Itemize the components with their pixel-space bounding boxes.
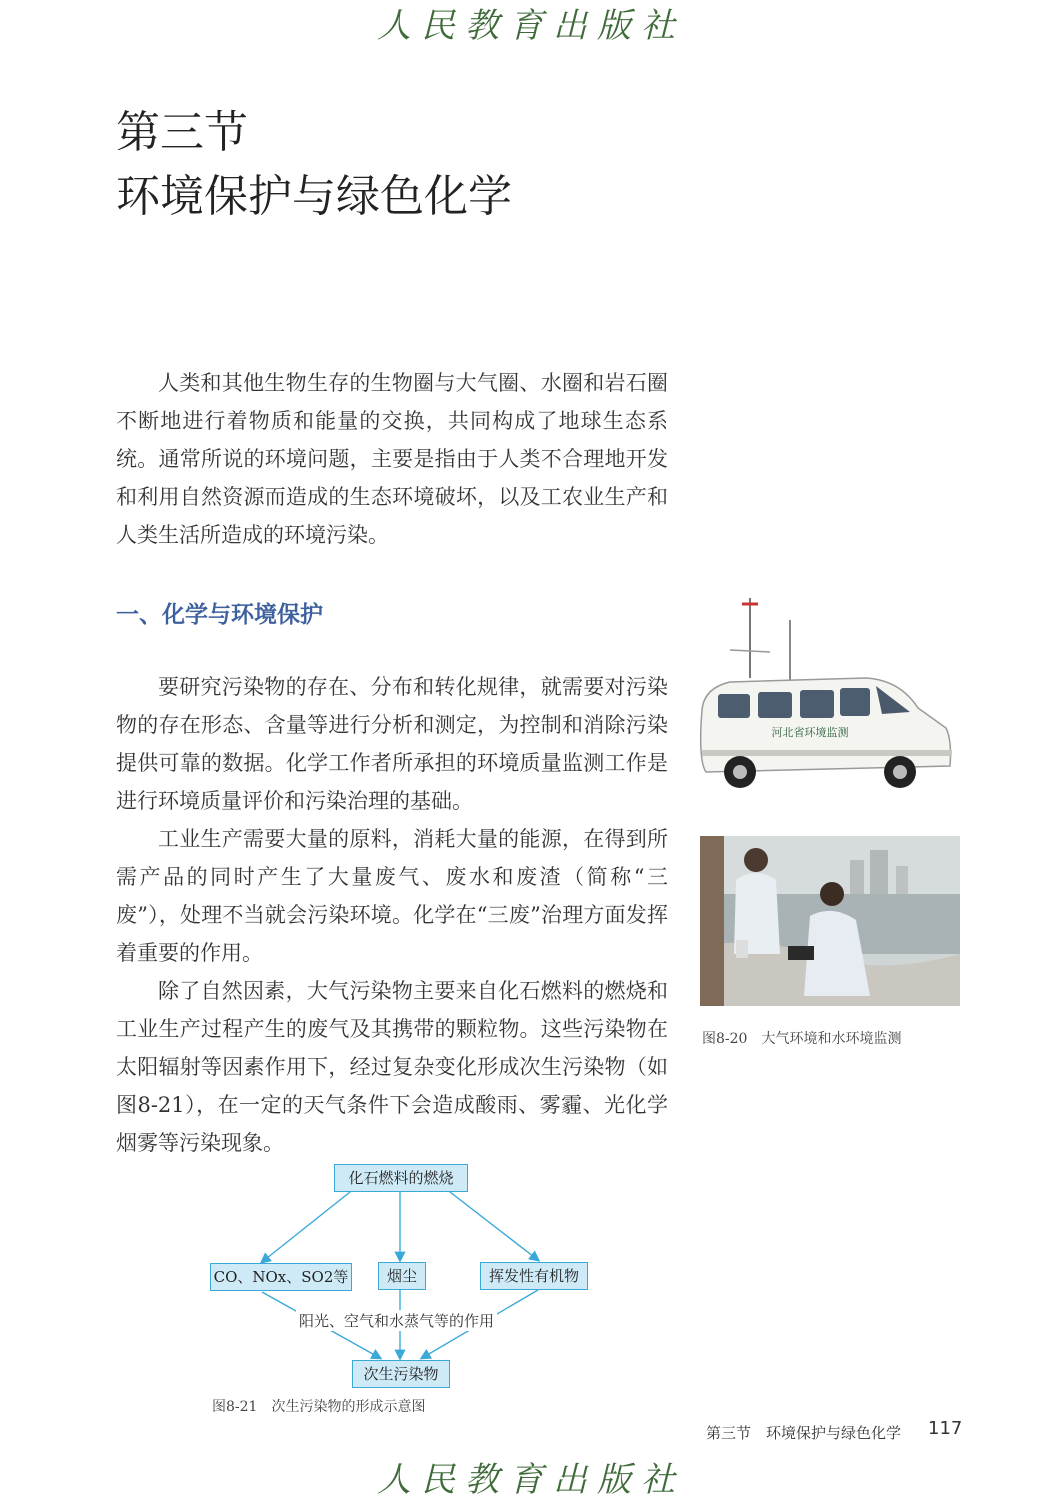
- subsection-heading: 一、化学与环境保护: [116, 602, 323, 628]
- section-number: 第三节: [116, 107, 248, 158]
- paragraph-1: 要研究污染物的存在、分布和转化规律，就需要对污染物的存在形态、含量等进行分析和测定，为控制和消除污染提供可靠的数据。化学工作者所承担的环境质量监测工作是进行环境质量评价和污染治理的基础。: [116, 675, 668, 813]
- water-monitoring-photo: [700, 836, 960, 1006]
- section-title: 环境保护与绿色化学: [116, 171, 512, 222]
- node-gases: CO、NOx、SO2等: [210, 1263, 352, 1291]
- publisher-logo-bottom: 人民教育出版社: [377, 1460, 685, 1500]
- figure-8-20-caption: 图8-20 大气环境和水环境监测: [702, 1031, 902, 1047]
- publisher-logo-top: 人民教育出版社: [377, 6, 685, 46]
- diagram-process-label: 阳光、空气和水蒸气等的作用: [296, 1310, 497, 1331]
- page-number: 117: [928, 1418, 963, 1439]
- paragraph-3: 除了自然因素，大气污染物主要来自化石燃料的燃烧和工业生产过程产生的废气及其携带的颗粒物。这些污染物在太阳辐射等因素作用下，经过复杂变化形成次生污染物（如图8-21），在一定的天气条件下会造成酸雨、雾霾、光化学烟雾等污染现象。: [116, 979, 668, 1155]
- van-side-text: 河北省环境监测: [771, 726, 849, 739]
- paragraph-2: 工业生产需要大量的原料，消耗大量的能源，在得到所需产品的同时产生了大量废气、废水和废渣（简称“三废”），处理不当就会污染环境。化学在“三废”治理方面发挥着重要的作用。: [116, 827, 668, 965]
- pollutant-flow-diagram: [200, 1158, 610, 1398]
- running-footer: 第三节 环境保护与绿色化学: [706, 1424, 902, 1442]
- monitoring-van-image: [690, 590, 960, 805]
- node-secondary-pollutants: 次生污染物: [352, 1360, 450, 1388]
- figure-8-21-caption: 图8-21 次生污染物的形成示意图: [212, 1399, 426, 1415]
- node-fossil-fuel: 化石燃料的燃烧: [334, 1164, 468, 1192]
- node-dust: 烟尘: [378, 1262, 426, 1290]
- intro-paragraph: 人类和其他生物生存的生物圈与大气圈、水圈和岩石圈不断地进行着物质和能量的交换，共同构成了地球生态系统。通常所说的环境问题，主要是指由于人类不合理地开发和利用自然资源而造成的生态环境破坏，以及工农业生产和人类生活所造成的环境污染。: [116, 371, 668, 547]
- node-voc: 挥发性有机物: [480, 1262, 588, 1290]
